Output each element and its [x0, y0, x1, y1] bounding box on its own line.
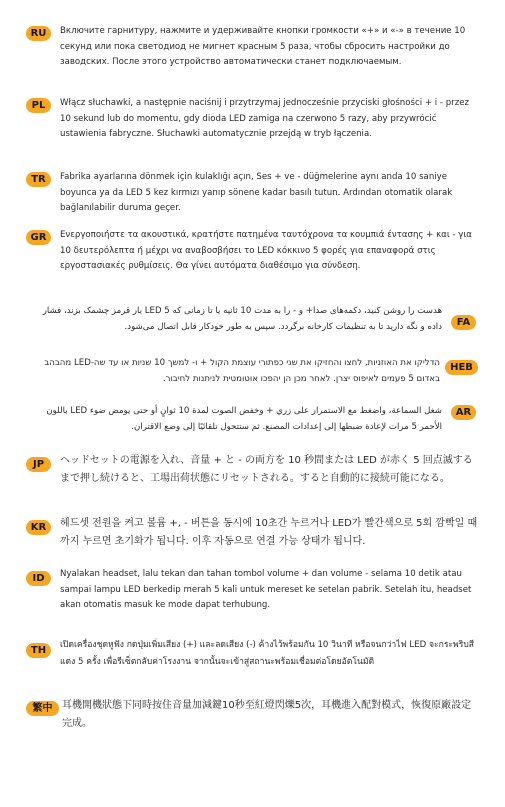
lang-badge-th: TH — [26, 643, 51, 658]
instructions-ru: Включите гарнитуру, нажмите и удерживайте кнопки громкости «+» и «-» в течение 10 секунд или пока светодиод не мигнет красным 5 раза, чтобы сбросить настройки до заводских. После этого устройство автоматически станет подключаемым. — [60, 26, 466, 68]
instructions-zh-tw: 耳機開機狀態下同時按住音量加減鍵10秒至紅燈閃爍5次，耳機進入配對模式，恢復原廠設定完成。 — [62, 700, 472, 729]
instructions-th: เปิดเครื่องชุดหูฟัง กดปุ่มเพิ่มเสียง (+) และลดเสียง (-) ค้างไว้พร้อมกัน 10 วินาที หรือจนกว่าไฟ LED จะกระพริบสีแดง 5 ครั้ง เพื่อรีเซ็ตกลับค่าโรงงาน จากนั้นจะเข้าสู่สถานะพร้อมเชื่อมต่อโดยอัตโนมัติ — [60, 640, 475, 667]
lang-badge-heb: HEB — [445, 360, 478, 375]
lang-badge-ar: AR — [451, 405, 476, 420]
instructions-jp: ヘッドセットの電源を入れ、音量 + と - の両方を 10 秒間または LED が赤く 5 回点滅するまで押し続けると、工場出荷状態にリセットされる。すると自動的に接続可能になる。 — [60, 455, 473, 484]
instructions-tr: Fabrika ayarlarına dönmek için kulaklığı açın, Ses + ve - düğmelerine aynı anda 10 saniye boyunca ya da LED 5 kez kırmızı yanıp sönene kadar basılı tutun. Ardından otomatik olarak bağlanılabilir duruma geçer. — [60, 172, 453, 214]
instructions-gr: Ενεργοποιήστε τα ακουστικά, κρατήστε πατημένα ταυτόχρονα τα κουμπιά έντασης + και - για 10 δευτερόλεπτα ή μέχρι να αναβοσβήσει το LED κόκκινο 5 φορές για επαναφορά στις εργοστασιακές ρυθμίσεις. Θα γίνει αυτόματα διαθέσιμο για σύνδεση. — [60, 230, 472, 272]
lang-badge-fa: FA — [451, 315, 476, 330]
lang-badge-gr: GR — [26, 230, 51, 245]
instructions-id: Nyalakan headset, lalu tekan dan tahan tombol volume + dan volume - selama 10 detik atau sampai lampu LED berkedip merah 5 kali untuk mereset ke setelan pabrik. Setelah itu, headset akan otomatis masuk ke mode dapat terhubung. — [60, 569, 472, 611]
instructions-ar: شغل السماعة، واضغط مع الاستمرار على زري + وخفض الصوت لمدة 10 ثوانٍ أو حتى يومض ضوء LED باللون الأحمر 5 مرات لإعادة ضبطها إلى إعدادات المصنع. ثم ستتحول تلقائيًا إلى وضع الاقتران. — [46, 406, 442, 432]
lang-badge-id: ID — [26, 571, 51, 586]
lang-badge-kr: KR — [26, 520, 51, 535]
instructions-pl: Włącz słuchawki, a następnie naciśnij i przytrzymaj jednocześnie przyciski głośności + i - przez 10 sekund lub do momentu, gdy dioda LED zamiga na czerwono 5 razy, aby przywrócić ustawienia fabryczne. Słuchawki automatycznie przejdą w tryb łączenia. — [60, 98, 470, 140]
instructions-fa: هدست را روشن کنید، دکمه‌های صدا+ و - را به مدت 10 ثانیه یا تا زمانی که LED 5 بار قرمز چشمک بزند، فشار داده و نگه دارید تا به تنظیمات کارخانه برگردد. سپس به طور خودکار قابل اتصال می‌شود. — [42, 306, 442, 332]
instructions-heb: הדליקו את האוזניות, לחצו והחזיקו את שני כפתורי עוצמת הקול + ו- למשך 10 שניות או עד שה-LED מהבהב באדום 5 פעמים לאיפוס יצרן. לאחר מכן הן יהפכו אוטומטית לניתנות לחיבור. — [44, 358, 440, 384]
lang-badge-ru: RU — [26, 26, 51, 41]
lang-badge-zh-tw: 繁中 — [26, 701, 59, 716]
instructions-kr: 헤드셋 전원을 켜고 볼륨 +, - 버튼을 동시에 10초간 누르거나 LED가 빨간색으로 5회 깜빡일 때까지 누르면 초기화가 됩니다. 이후 자동으로 연결 가능 상태가 됩니다. — [60, 518, 478, 547]
lang-badge-tr: TR — [26, 172, 51, 187]
lang-badge-jp: JP — [26, 457, 51, 472]
lang-badge-pl: PL — [26, 98, 51, 113]
